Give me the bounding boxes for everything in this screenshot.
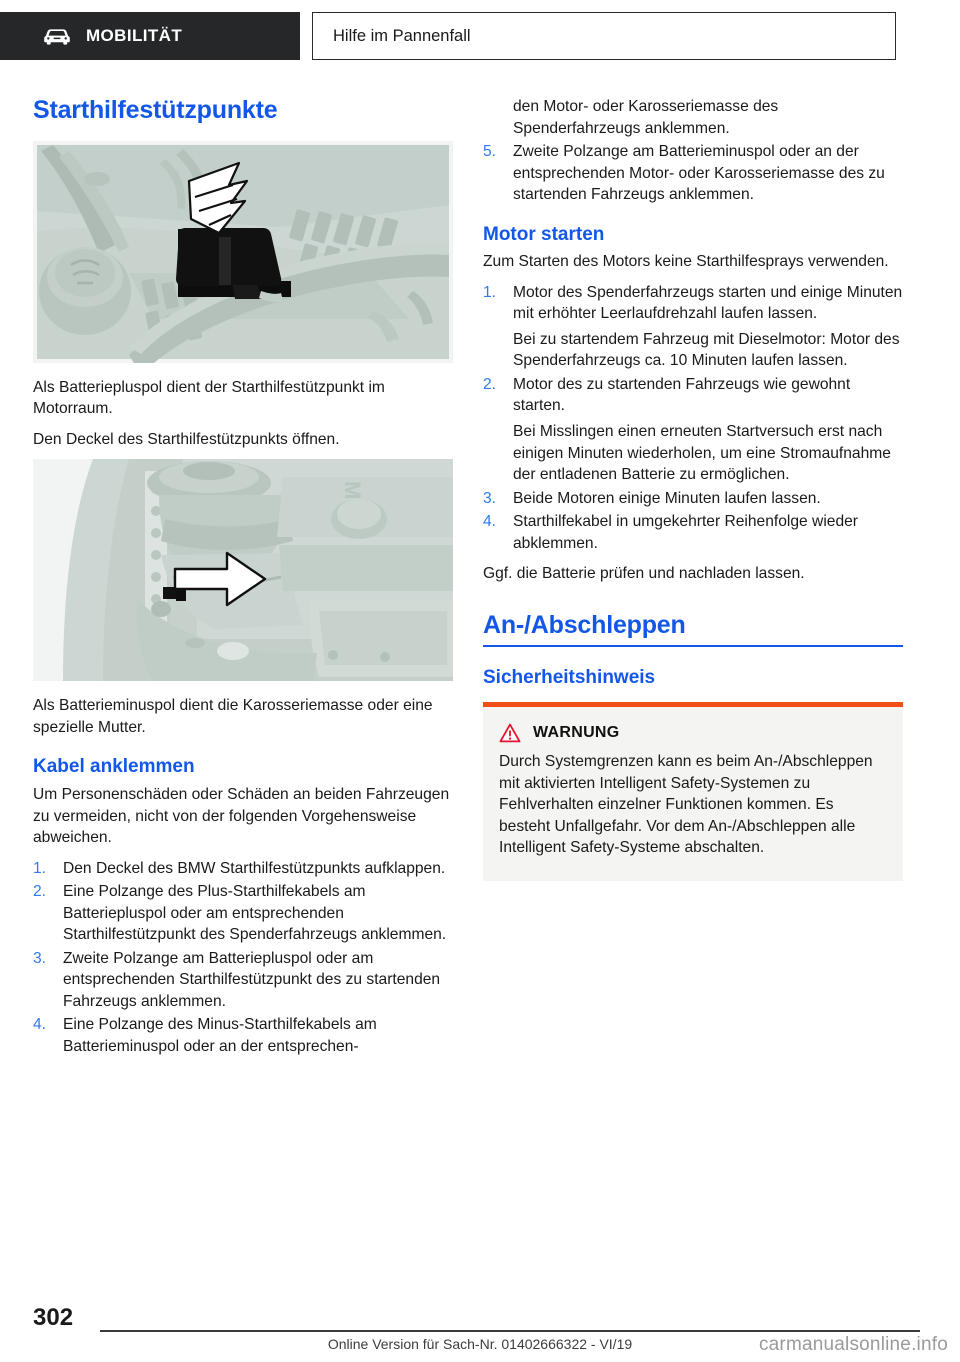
list-item-number: 2.: [483, 375, 497, 393]
figure-jump-start-terminal: [33, 141, 453, 363]
page-footer: [0, 1292, 960, 1362]
list-item-number: 1.: [33, 859, 47, 877]
warning-triangle-icon: [499, 723, 521, 743]
warning-header: [499, 723, 887, 743]
list-item-number: 3.: [33, 949, 47, 967]
list-item: [483, 141, 903, 206]
list-item-text: Den Deckel des BMW Starthilfestützpunkts aufklappen.: [63, 859, 446, 877]
list-item-text: Motor des Spenderfahrzeugs starten und einige Minuten mit erhöhter Leerlaufdrehzahl laufen lassen.: [513, 283, 903, 323]
paragraph-step4-continuation: den Motor- oder Karosseriemasse des Spenderfahrzeugs anklemmen.: [513, 98, 779, 137]
list-item-text: Zweite Polzange am Batteriepluspol oder am entsprechenden Starthilfestützpunkt des zu startenden Fahrzeugs anklemmen.: [63, 949, 441, 1010]
list-item-subtext: Bei zu startendem Fahrzeug mit Dieselmotor: Motor des Spenderfahrzeugs ca. 10 Minuten laufen lassen.: [513, 330, 900, 370]
right-column: [483, 96, 903, 881]
warning-box: [483, 702, 903, 881]
footer-divider: [100, 1330, 920, 1332]
paragraph-check-battery: Ggf. die Batterie prüfen und nachladen lassen.: [483, 565, 805, 583]
list-item-text: Eine Polzange des Plus-Starthilfekabels am Batteriepluspol oder am entsprechenden Starthilfestützpunkt des Spenderfahrzeugs anklemmen.: [63, 883, 447, 944]
heading-sicherheitshinweis: Sicherheitshinweis: [483, 667, 656, 689]
list-item: [33, 858, 453, 880]
list-item: [483, 511, 903, 554]
list-item-text: Zweite Polzange am Batterieminuspol oder an der entsprechenden Motor- oder Karosseriemasse des zu startenden Fahrzeugs anklemmen.: [513, 143, 885, 204]
paragraph-safety-procedure: Um Personenschäden oder Schäden an beiden Fahrzeugen zu vermeiden, nicht von der folgenden Vorgehensweise abweichen.: [33, 786, 450, 847]
paragraph-battery-plus: Als Batteriepluspol dient der Starthilfestützpunkt im Motorraum.: [33, 378, 385, 418]
svg-text:M: M: [340, 481, 365, 500]
list-item-number: 2.: [33, 883, 47, 901]
list-item: [483, 282, 903, 372]
list-motor-starten: [483, 282, 903, 554]
list-item: [33, 881, 453, 946]
heading-kabel-anklemmen: Kabel anklemmen: [33, 756, 195, 778]
warning-text: Durch Systemgrenzen kann es beim An-/Abschleppen mit aktivierten Intelligent Safety-Systemen zu Fehlverhalten einzelner Funktionen kommen. Es besteht Unfallgefahr. Vor dem An-/Abschleppen alle Intelligent Safety-Systeme abschalten.: [499, 753, 873, 857]
list-item-number: 4.: [483, 513, 497, 531]
page-title: Starthilfestützpunkte: [33, 96, 278, 124]
list-item: [483, 374, 903, 486]
list-item-text: Eine Polzange des Minus-Starthilfekabels am Batterieminuspol oder an der entsprechen-: [63, 1016, 377, 1055]
heading-an-abschleppen: An-/Abschleppen: [483, 611, 903, 648]
list-item-text: Motor des zu startenden Fahrzeugs wie gewohnt starten.: [513, 375, 851, 415]
list-kabel-anklemmen: [33, 858, 453, 1058]
list-item-number: 5.: [483, 143, 497, 161]
list-item: [483, 488, 903, 510]
list-item-subtext: Bei Misslingen einen erneuten Startversuch erst nach einigen Minuten wiederholen, um eine Stromaufnahme der entladenen Batterie zu ermöglichen.: [513, 422, 891, 484]
paragraph-battery-minus: Als Batterieminuspol dient die Karosseriemasse oder eine spezielle Mutter.: [33, 697, 433, 736]
list-item-text: Beide Motoren einige Minuten laufen lassen.: [513, 489, 821, 507]
tab-hilfe-im-pannenfall-label: Hilfe im Pannenfall: [333, 26, 471, 45]
list-item-number: 4.: [33, 1016, 47, 1034]
paragraph-open-cover: Den Deckel des Starthilfestützpunkts öffnen.: [33, 430, 340, 448]
warning-title: WARNUNG: [533, 724, 620, 742]
left-column: [33, 96, 453, 1066]
list-item: [33, 948, 453, 1013]
figure-body-ground-point: [33, 459, 453, 681]
tab-mobilitaet-label: MOBILITÄT: [86, 26, 183, 45]
footer-watermark: carmanualsonline.info: [758, 1334, 948, 1355]
list-item: [33, 1014, 453, 1057]
list-kabel-anklemmen-continued: [483, 141, 903, 206]
heading-motor-starten: Motor starten: [483, 223, 605, 245]
list-item-number: 1.: [483, 283, 497, 301]
footer-online-version-note: Online Version für Sach-Nr. 01402666322 - VI/19: [327, 1336, 633, 1352]
page-number: 302: [33, 1304, 74, 1331]
list-item-number: 3.: [483, 489, 497, 507]
paragraph-no-start-spray: Zum Starten des Motors keine Starthilfesprays verwenden.: [483, 253, 889, 271]
list-item-text: Starthilfekabel in umgekehrter Reihenfolge wieder abklemmen.: [513, 513, 858, 552]
